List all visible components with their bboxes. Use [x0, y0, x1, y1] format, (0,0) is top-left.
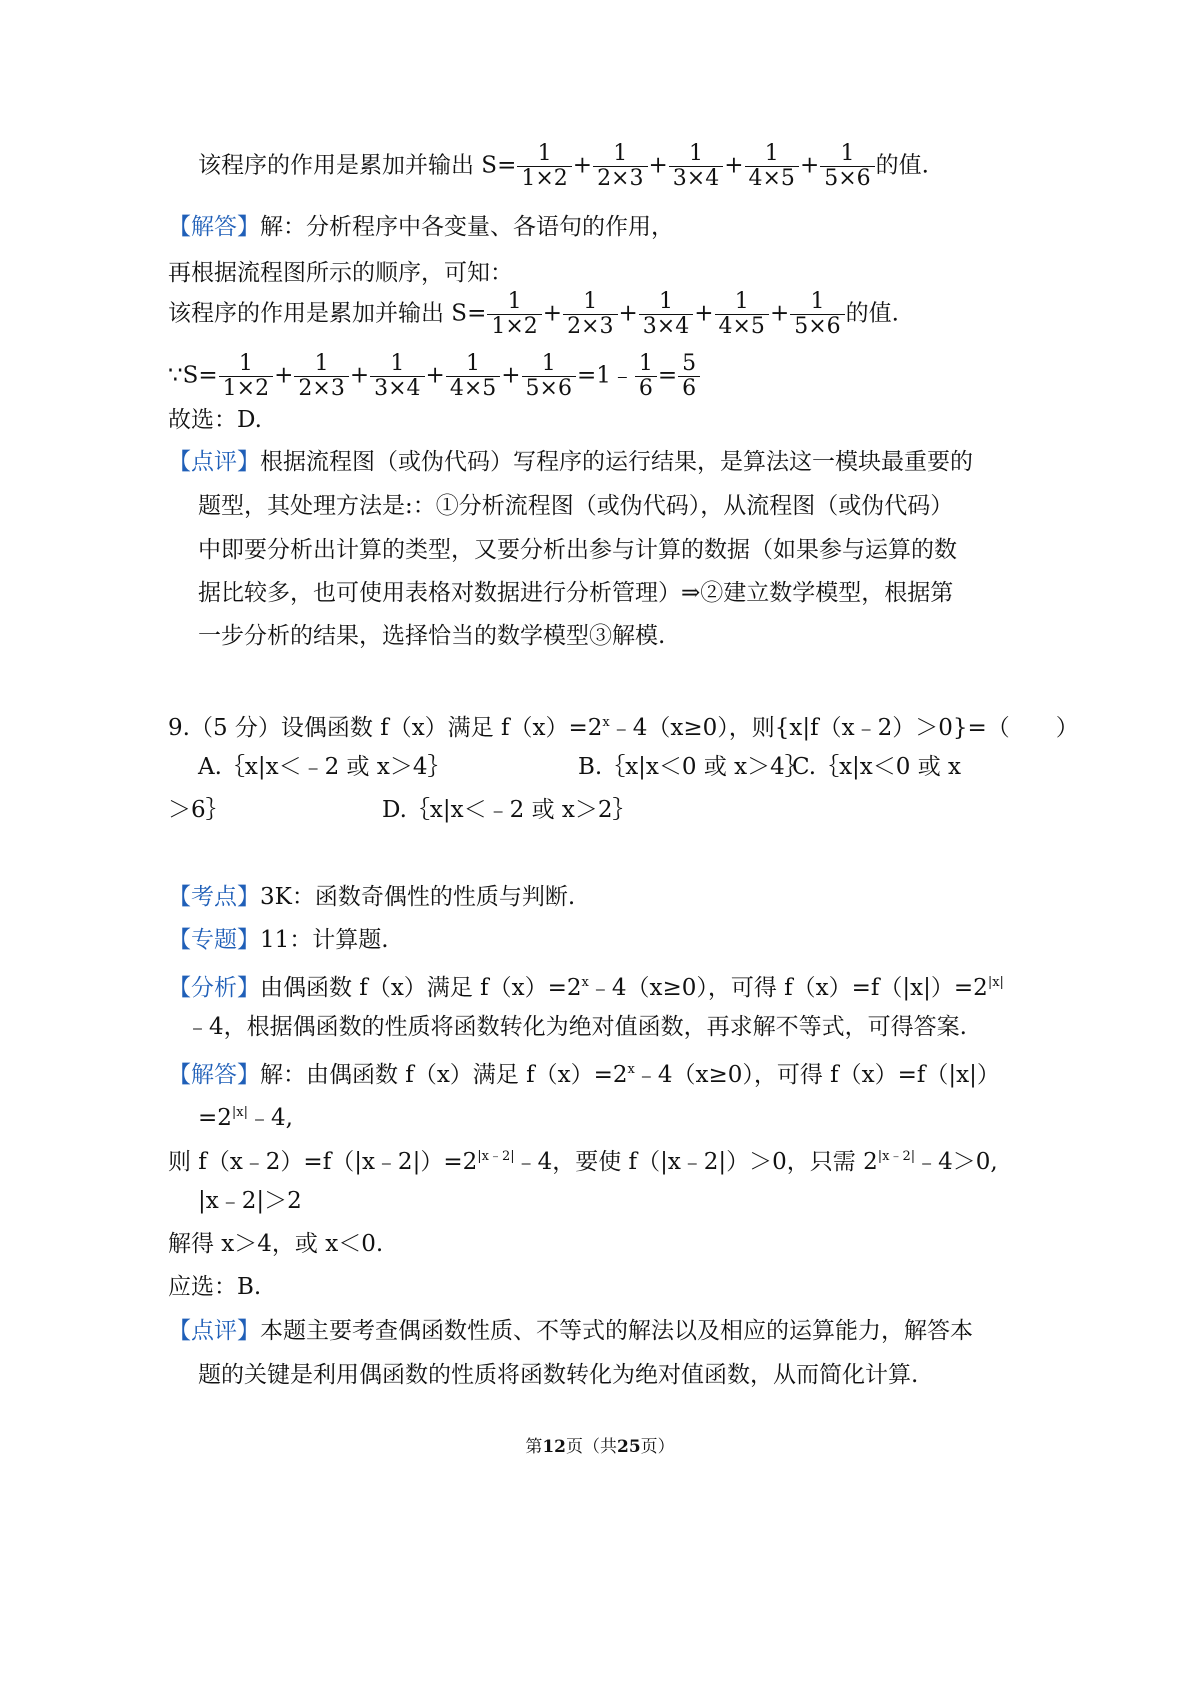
kaodian-line: 【考点】3K：函数奇偶性的性质与判断. [168, 884, 576, 910]
pingjia-line1: 【点评】本题主要考查偶函数性质、不等式的解法以及相应的运算能力，解答本 [168, 1318, 973, 1344]
fraction: $\frac{1}{5\times 6}$ [820, 142, 874, 191]
page-total: 25 [617, 1437, 641, 1457]
fraction: $\frac{1}{4\times 5}$ [446, 352, 500, 401]
then-line1: 则 $f(x﹣2)=f(|x﹣2|)=2^{|x﹣2|}﹣4$，要使 f（|x﹣2|）＞0，只需 $2^{|x﹣2|}﹣4>0$, [168, 1149, 998, 1175]
because-line: ∵S= $\frac{1}{1\times 2}$ + $\frac{1}{2\times 3}$ + $\frac{1}{3\times 4}$ + $\frac{1}{4\times 5}$ + $\frac{1}{5\times 6}$ =1﹣ $\frac{1}{6}$ = $\frac{5}{6}$ [168, 352, 701, 401]
option-c: C.｛x|x＜0 或 x [792, 754, 962, 780]
fraction: $\frac{1}{1\times 2}$ [517, 142, 571, 191]
fraction: $\frac{1}{2\times 3}$ [563, 290, 617, 339]
fraction: $\frac{1}{4\times 5}$ [715, 290, 769, 339]
option-b: B.｛x|x＜0 或 x＞4｝ [578, 754, 808, 780]
question9-stem: 9.（5 分）设偶函数 f（x）满足 $f(x)=2^x﹣4(x\ge 0)$，则{x|f（x﹣2）＞0}=（ ） [168, 715, 1079, 741]
fraction: $\frac{1}{1\times 2}$ [219, 352, 273, 401]
fraction: $\frac{1}{2\times 3}$ [294, 352, 348, 401]
option-c-cont: ＞6｝ [168, 797, 229, 823]
then-line2: |x﹣2|＞2 [198, 1188, 302, 1214]
fraction: $\frac{1}{4\times 5}$ [745, 142, 799, 191]
comment8-line3: 中即要分析出计算的类型，又要分析出参与计算的数据（如果参与运算的数 [198, 537, 957, 563]
comment8-line5: 一步分析的结果，选择恰当的数学模型③解模. [198, 623, 666, 649]
jieda-line1: 【解答】解：由偶函数 f（x）满足 $f(x)=2^x﹣4(x\ge 0)$，可得 f（x）=f（|x|） [168, 1062, 1000, 1088]
page-footer: 第12页（共25页） [525, 1437, 675, 1457]
intro-suffix: 的值. [875, 152, 929, 179]
fraction: $\frac{1}{5\times 6}$ [790, 290, 844, 339]
fraction: $\frac{1}{3\times 4}$ [370, 352, 424, 401]
fraction: $\frac{1}{5\times 6}$ [522, 352, 576, 401]
fraction: $\frac{1}{6}$ [635, 352, 657, 401]
answer8-line2: 再根据流程图所示的顺序，可知： [168, 260, 513, 286]
fenxi-line1: 【分析】由偶函数 f（x）满足 $f(x)=2^x﹣4(x\ge 0)$，可得 $f(x)=f(|x|)=2^{|x|}$ [168, 975, 1004, 1001]
fenxi-line2: ﹣4，根据偶函数的性质将函数转化为绝对值函数，再求解不等式，可得答案. [186, 1014, 967, 1040]
comment8-line4: 据比较多，也可使用表格对数据进行分析管理）⇒②建立数学模型，根据第 [198, 580, 954, 606]
comment8-line1: 【点评】根据流程图（或伪代码）写程序的运行结果，是算法这一模块最重要的 [168, 449, 973, 475]
choice9-line: 应选：B. [168, 1274, 262, 1300]
fraction: $\frac{1}{2\times 3}$ [593, 142, 647, 191]
answer8-line3: 该程序的作用是累加并输出 S= $\frac{1}{1\times 2}$ + $\frac{1}{2\times 3}$ + $\frac{1}{3\times 4}$ + $\frac{1}{4\times 5}$ + $\frac{1}{5\times 6}$ 的值. [168, 289, 899, 339]
fraction: $\frac{1}{3\times 4}$ [669, 142, 723, 191]
zhuanti-line: 【专题】11：计算题. [168, 927, 389, 953]
solve-line: 解得 x＞4，或 x＜0. [168, 1231, 384, 1257]
fraction: $\frac{1}{3\times 4}$ [639, 290, 693, 339]
option-d: D.｛x|x＜﹣2 或 x＞2｝ [382, 797, 636, 823]
fraction: $\frac{5}{6}$ [678, 352, 700, 401]
comment-tag: 【点评】 [168, 449, 260, 475]
comment8-line2: 题型，其处理方法是:：①分析流程图（或伪代码），从流程图（或伪代码） [198, 493, 954, 519]
pingjia-line2: 题的关键是利用偶函数的性质将函数转化为绝对值函数，从而简化计算. [198, 1362, 919, 1388]
intro-prefix: 该程序的作用是累加并输出 S= [198, 152, 517, 179]
answer8-line1: 【解答】解：分析程序中各变量、各语句的作用， [168, 214, 674, 240]
answer-tag: 【解答】 [168, 214, 260, 240]
fraction: $\frac{1}{1\times 2}$ [487, 290, 541, 339]
page-number: 12 [542, 1437, 566, 1457]
choice-line: 故选：D. [168, 407, 262, 433]
option-a: A.｛x|x＜﹣2 或 x＞4｝ [198, 754, 451, 780]
jieda-line2: $=2^{|x|}﹣4$, [198, 1105, 293, 1131]
intro-line: 该程序的作用是累加并输出 S= $\frac{1}{1\times 2}$ + $\frac{1}{2\times 3}$ + $\frac{1}{3\times 4}$ + $\frac{1}{4\times 5}$ + $\frac{1}{5\times 6}$ 的值. [198, 141, 929, 191]
